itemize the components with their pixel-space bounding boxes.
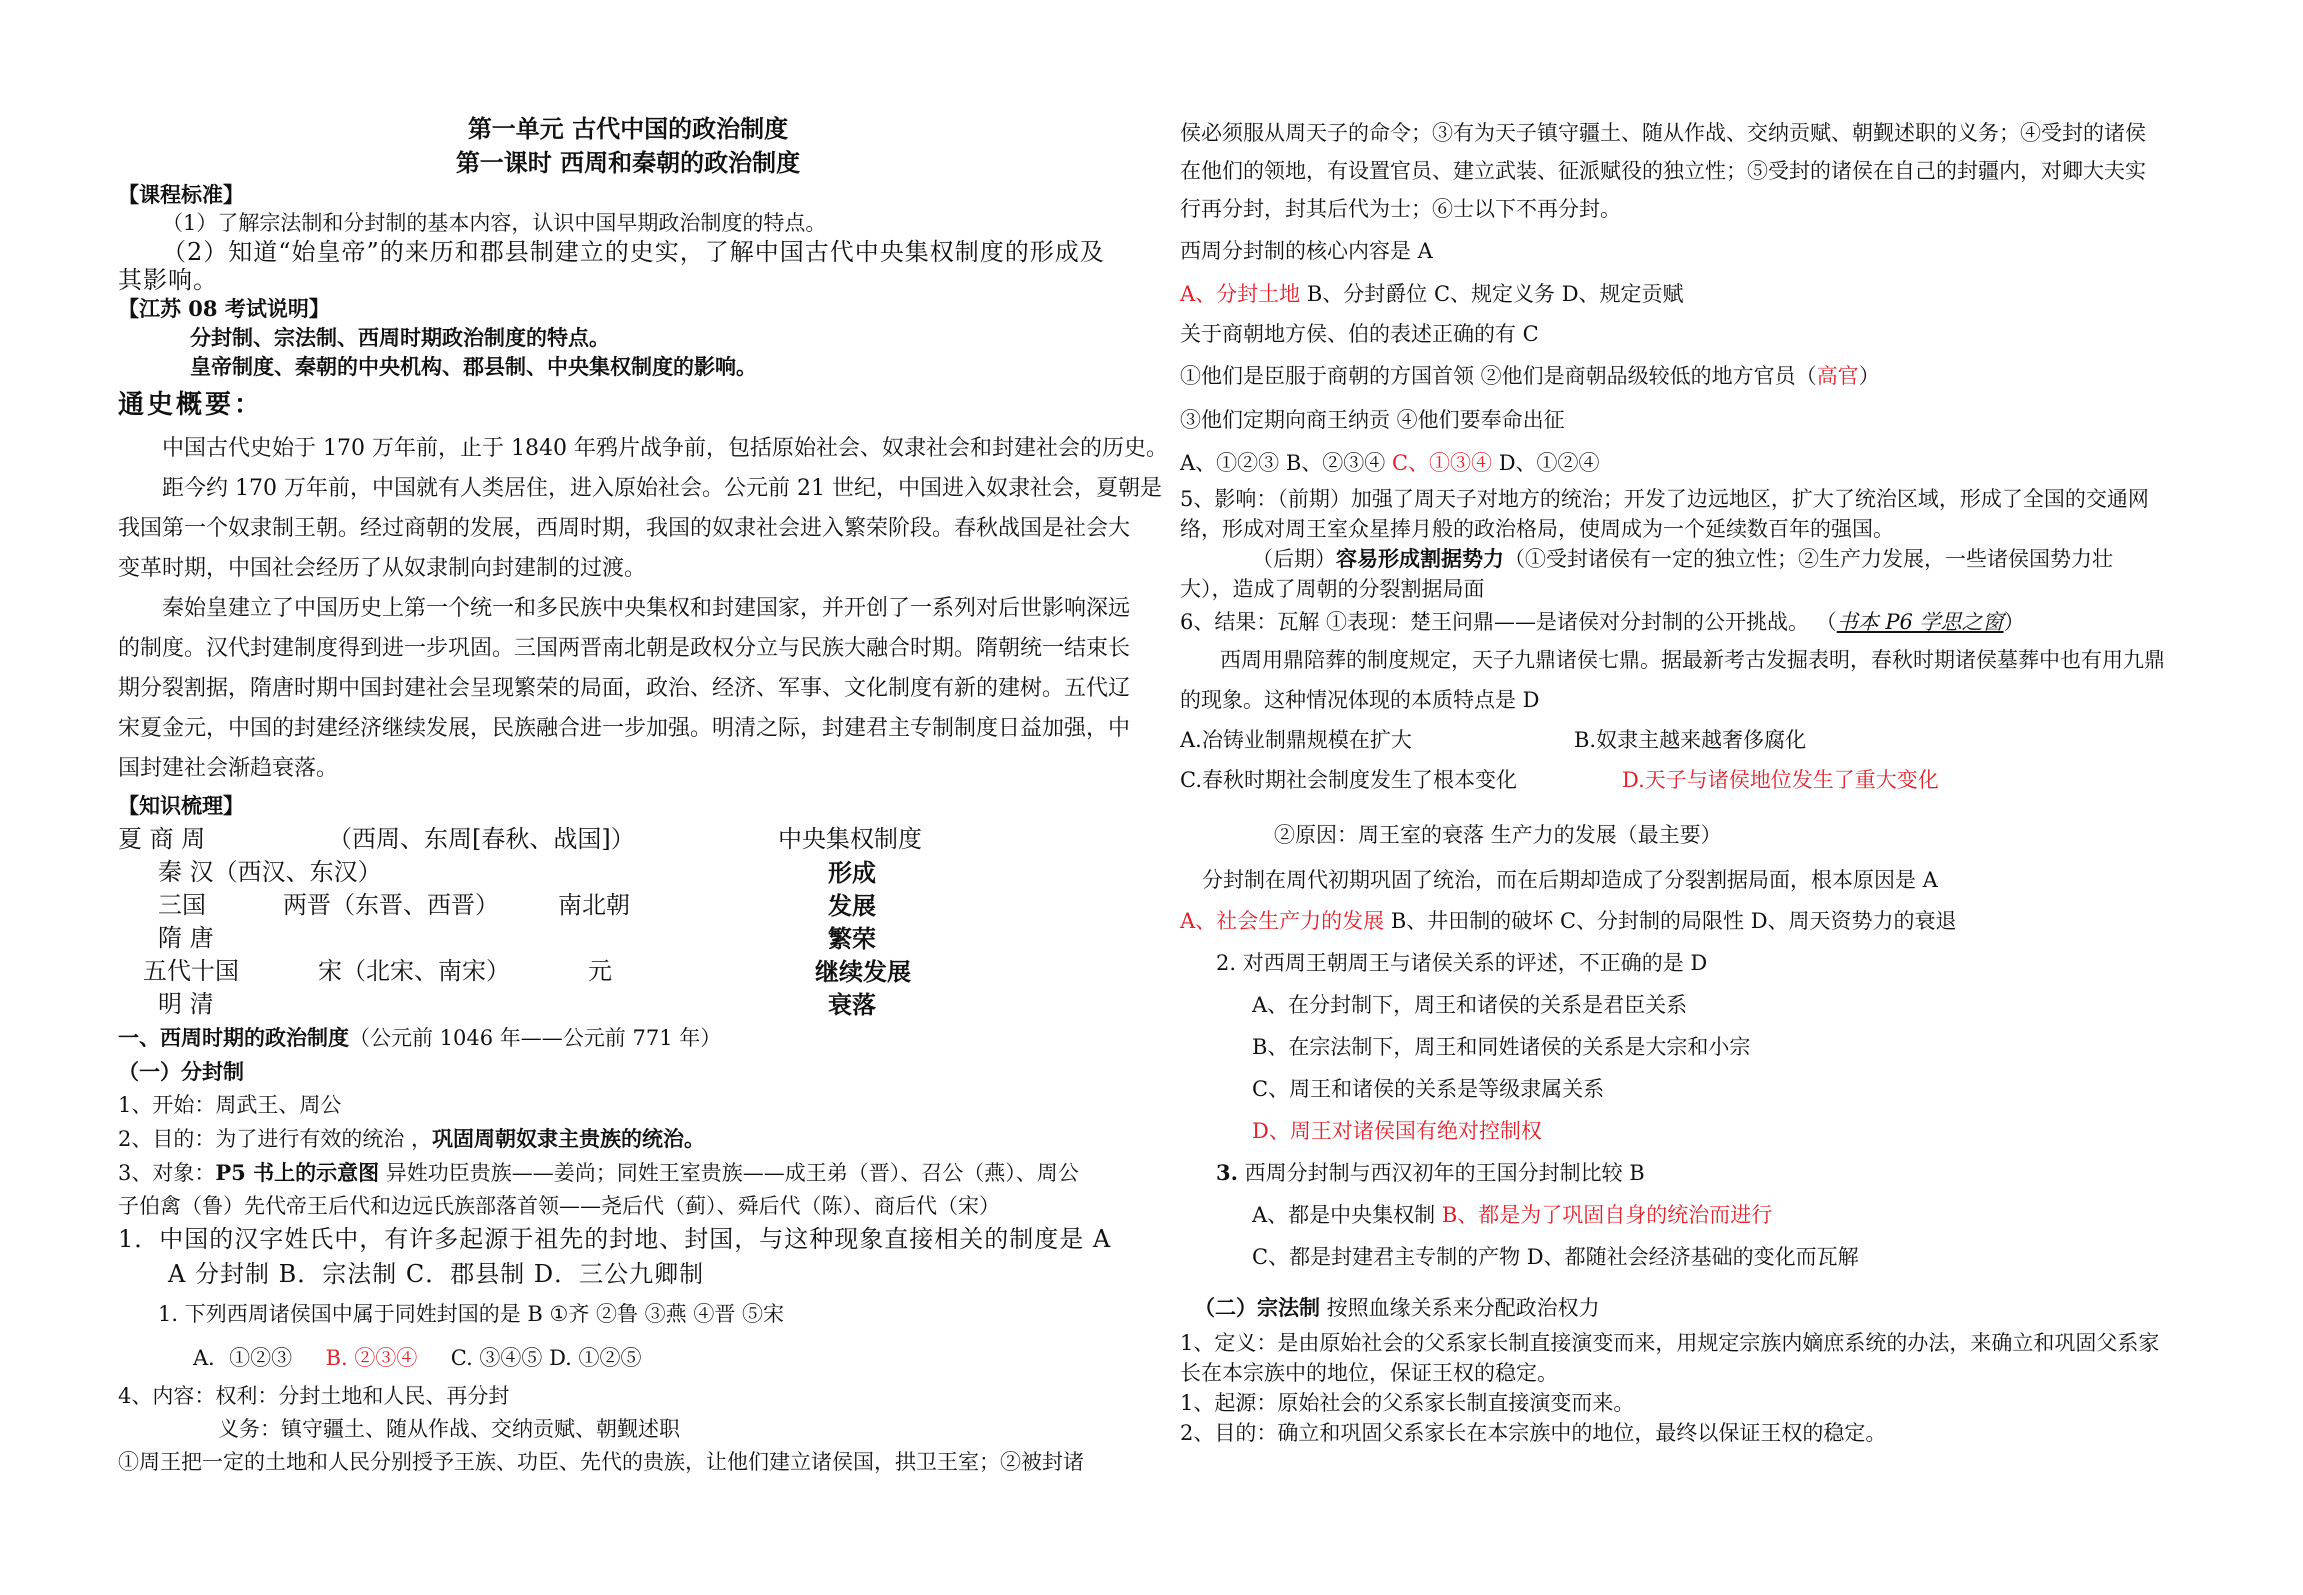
- timeline-dynasty: 秦 汉（西汉、东汉）: [158, 858, 382, 886]
- text-line: 义务：镇守疆土、随从作战、交纳贡赋、朝觐述职: [218, 1417, 680, 1441]
- option-row: [1180, 720, 2200, 760]
- text-line: 的制度。汉代封建制度得到进一步巩固。三国两晋南北朝是政权分立与民族大融合时期。隋朝统一结束长: [118, 636, 1131, 661]
- unit-title: 第一单元 古代中国的政治制度: [467, 114, 789, 143]
- text-line: （2）知道“始皇帝”的来历和郡县制建立的史实，了解中国古代中央集权制度的形成及: [162, 238, 1105, 266]
- text-line: 宋夏金元，中国的封建经济继续发展，民族融合进一步加强。明清之际，封建君主专制制度日益加强，中: [118, 716, 1131, 741]
- text-line: 距今约 170 万年前，中国就有人类居住，进入原始社会。公元前 21 世纪，中国进入奴隶社会，夏朝是: [162, 476, 1162, 501]
- text-line: 侯必须服从周天子的命令；③有为天子镇守疆土、随从作战、交纳贡赋、朝觐述职的义务；④受封的诸侯: [1180, 121, 2146, 145]
- text-line: [1180, 1152, 2200, 1194]
- option-answer: B. ②③④: [325, 1346, 418, 1370]
- question-1-options: A 分封制 B．宗法制 C．郡县制 D．三公九卿制: [168, 1260, 705, 1288]
- text-span: A、①②③ B、②③④: [1180, 451, 1392, 475]
- text-span: 2、目的：为了进行有效的统治 ，: [118, 1127, 433, 1151]
- timeline-dynasty: 隋 唐: [158, 924, 214, 952]
- timeline-row: [118, 856, 1138, 889]
- option-text: A、在分封制下，周王和诸侯的关系是君臣关系: [1252, 993, 1688, 1017]
- section-heading-exam-notes: 【江苏 08 考试说明】: [118, 296, 330, 321]
- text-line: 5、影响：（前期）加强了周天子对地方的统治；开发了边远地区，扩大了统治区域，形成了全国的交通网: [1180, 487, 2149, 511]
- text-line: 西周用鼎陪葬的制度规定，天子九鼎诸侯七鼎。据最新考古发掘表明，春秋时期诸侯墓葬中也有用九鼎: [1220, 648, 2165, 672]
- text-line: 分封制、宗法制、西周时期政治制度的特点。: [190, 325, 610, 350]
- timeline-stage: 发展: [828, 891, 876, 920]
- text-line: 我国第一个奴隶制王朝。经过商朝的发展，西周时期，我国的奴隶社会进入繁荣阶段。春秋战国是社会大: [118, 516, 1131, 541]
- timeline-row: [118, 922, 1138, 955]
- timeline-row: [118, 988, 1138, 1021]
- text-line: 的现象。这种情况体现的本质特点是 D: [1180, 688, 1540, 712]
- answer-text: 高官: [1816, 364, 1859, 388]
- timeline-stage: 形成: [828, 858, 876, 887]
- text-line: 4、内容：权利：分封土地和人民、再分封: [118, 1384, 510, 1408]
- text-span: （后期）: [1252, 547, 1336, 571]
- question-2-options: [118, 1336, 1138, 1380]
- timeline-row: [118, 823, 1138, 856]
- timeline-stage: 继续发展: [815, 957, 911, 986]
- timeline-dynasty: 宋（北宋、南宋）: [318, 957, 510, 985]
- text-line: [118, 1156, 1138, 1190]
- option-answer: B、都是为了巩固自身的统治而进行: [1441, 1203, 1773, 1227]
- option-answer: D.天子与诸侯地位发生了重大变化: [1622, 768, 1939, 792]
- textbook-reference: 书本 P6 学思之窗: [1836, 610, 2004, 634]
- subsection-heading-zongfa: [1180, 1288, 2200, 1328]
- heading-text: 一、西周时期的政治制度: [118, 1025, 349, 1050]
- option-text: C.春秋时期社会制度发生了根本变化: [1180, 768, 1517, 792]
- text-line: 中国古代史始于 170 万年前，止于 1840 年鸦片战争前，包括原始社会、奴隶社会和封建社会的历史。: [162, 436, 1168, 461]
- text-line: 秦始皇建立了中国历史上第一个统一和多民族中央集权和封建国家，并开创了一系列对后世影响深远: [162, 596, 1131, 621]
- text-line: [1180, 274, 2200, 314]
- text-span: B、分封爵位 C、规定义务 D、规定贡赋: [1300, 282, 1684, 306]
- text-line: 长在本宗族中的地位，保证王权的稳定。: [1180, 1361, 1558, 1385]
- section-heading-western-zhou: [118, 1021, 1138, 1055]
- text-span: ）: [1858, 364, 1880, 388]
- timeline-dynasty: 五代十国: [143, 957, 239, 985]
- text-span: D、①②④: [1492, 451, 1600, 475]
- text-span-bold: 巩固周朝奴隶主贵族的统治。: [432, 1126, 706, 1151]
- right-column: [1180, 114, 2200, 1448]
- text-line: ①周王把一定的土地和人民分别授予王族、功臣、先代的贵族，让他们建立诸侯国，拱卫王室；②被封诸: [118, 1450, 1084, 1474]
- text-span: 6、结果：瓦解 ①表现：楚王问鼎——是诸侯对分封制的公开挑战。 （: [1180, 610, 1837, 634]
- question-number: 3.: [1216, 1160, 1238, 1185]
- text-line: 1、定义：是由原始社会的父系家长制直接演变而来，用规定宗族内嫡庶系统的办法，来确立和巩固父系家: [1180, 1331, 2160, 1355]
- text-span: （①受封诸侯有一定的独立性；②生产力发展，一些诸侯国势力壮: [1504, 547, 2113, 571]
- timeline-dynasty: 三国: [158, 891, 206, 919]
- timeline-dynasty: （西周、东周[春秋、战国]）: [328, 825, 635, 853]
- answer-text: C、①③④: [1391, 451, 1493, 475]
- text-line: 其影响。: [118, 266, 218, 294]
- text-line: 期分裂割据，隋唐时期中国封建社会呈现繁荣的局面，政治、经济、军事、文化制度有新的建树。五代辽: [118, 676, 1131, 701]
- option-text: A.冶铸业制鼎规模在扩大: [1180, 728, 1412, 752]
- timeline-dynasty: 夏 商 周: [118, 825, 206, 853]
- option-answer: D、周王对诸侯国有绝对控制权: [1252, 1119, 1542, 1143]
- text-line: 络，形成对周王室众星捧月般的政治格局，使周成为一个延续数百年的强国。: [1180, 517, 1894, 541]
- text-line: 分封制在周代初期巩固了统治，而在后期却造成了分裂割据局面，根本原因是 A: [1202, 868, 1938, 892]
- timeline-row: [118, 889, 1138, 922]
- timeline-row: [118, 955, 1138, 988]
- option-row: C、都是封建君主专制的产物 D、都随社会经济基础的变化而瓦解: [1252, 1245, 1859, 1269]
- text-line: （1）了解宗法制和分封制的基本内容，认识中国早期政治制度的特点。: [162, 211, 827, 235]
- text-line: 1、开始：周武王、周公: [118, 1093, 342, 1117]
- text-line: [1180, 544, 2200, 574]
- text-line: 2、目的：确立和巩固父系家长在本宗族中的地位，最终以保证王权的稳定。: [1180, 1421, 1887, 1445]
- text-line: ②原因：周王室的衰落 生产力的发展（最主要）: [1274, 823, 1722, 847]
- option-text: B、在宗法制下，周王和同姓诸侯的关系是大宗和小宗: [1252, 1035, 1751, 1059]
- option-text: A．①②③: [193, 1346, 293, 1370]
- section-heading-course-standard: 【课程标准】: [118, 182, 244, 207]
- question-1: 1．中国的汉字姓氏中，有许多起源于祖先的封地、封国，与这种现象直接相关的制度是 A: [118, 1225, 1112, 1253]
- text-line: 在他们的领地，有设置官员、建立武装、征派赋役的独立性；⑤受封的诸侯在自己的封疆内，对卿大夫实: [1180, 159, 2146, 183]
- text-line: [1180, 354, 2200, 398]
- text-line: ③他们定期向商王纳贡 ④他们要奉命出征: [1180, 408, 1565, 432]
- option-row: [1180, 760, 2200, 800]
- text-line: [1180, 604, 2200, 640]
- text-span: 3、对象：: [118, 1161, 216, 1185]
- option-text: C. ③④⑤ D. ①②⑤: [450, 1346, 642, 1370]
- text-line: 国封建社会渐趋衰落。: [118, 756, 339, 781]
- left-column: [118, 112, 1168, 1479]
- text-line: 1、起源：原始社会的父系家长制直接演变而来。: [1180, 1391, 1635, 1415]
- text-line: 子伯禽（鲁）先代帝王后代和边远氏族部落首领——尧后代（蓟）、舜后代（陈）、商后代（宋）: [118, 1194, 1000, 1218]
- text-line: 关于商朝地方侯、伯的表述正确的有 C: [1180, 322, 1539, 346]
- option-text: A、都是中央集权制: [1252, 1203, 1442, 1227]
- text-span-bold: P5 书上的示意图: [215, 1160, 380, 1185]
- option-text: C、周王和诸侯的关系是等级隶属关系: [1252, 1077, 1605, 1101]
- answer-text: A、分封土地: [1180, 282, 1301, 306]
- text-span: ①他们是臣服于商朝的方国首领 ②他们是商朝品级较低的地方官员（: [1180, 364, 1817, 388]
- text-span-bold: 容易形成割据势力: [1336, 546, 1504, 571]
- timeline-dynasty: 元: [588, 957, 612, 985]
- text-line: 行再分封，封其后代为士；⑥士以下不再分封。: [1180, 197, 1621, 221]
- lesson-title: 第一课时 西周和秦朝的政治制度: [455, 148, 801, 177]
- answer-text: A、社会生产力的发展: [1180, 909, 1385, 933]
- option-text: B.奴隶主越来越奢侈腐化: [1574, 728, 1807, 752]
- timeline-stage: 繁荣: [828, 924, 876, 953]
- text-line: [1180, 442, 2200, 484]
- text-line: 西周分封制的核心内容是 A: [1180, 239, 1433, 263]
- timeline-dynasty: 两晋（东晋、西晋）: [283, 891, 499, 919]
- timeline-dynasty: 南北朝: [558, 891, 630, 919]
- text-span: 异姓功臣贵族——姜尚；同姓王室贵族——成王弟（晋）、召公（燕）、周公: [379, 1161, 1079, 1185]
- question-2: 1. 下列西周诸侯国中属于同姓封国的是 B ①齐 ②鲁 ③燕 ④晋 ⑤宋: [158, 1302, 785, 1326]
- dynasty-timeline: [118, 823, 1138, 1021]
- text-line: 变革时期，中国社会经历了从奴隶制向封建制的过渡。: [118, 556, 647, 581]
- section-heading-overview: 通史概要：: [118, 390, 264, 420]
- section-heading-knowledge: 【知识梳理】: [118, 793, 244, 818]
- heading-subtext: 按照血缘关系来分配政治权力: [1320, 1296, 1600, 1320]
- text-span: ）: [2003, 610, 2025, 634]
- text-span: 西周分封制与西汉初年的王国分封制比较 B: [1237, 1161, 1645, 1185]
- timeline-stage: 衰落: [828, 990, 876, 1019]
- text-line: 2. 对西周王朝周王与诸侯关系的评述，不正确的是 D: [1216, 951, 1708, 975]
- heading-subtext: （公元前 1046 年——公元前 771 年）: [349, 1026, 722, 1050]
- text-line: [118, 1122, 1138, 1156]
- text-line: [1180, 900, 2200, 942]
- subsection-heading-fenfeng: （一）分封制: [118, 1059, 244, 1084]
- heading-text: （二）宗法制: [1194, 1295, 1320, 1320]
- text-line: 皇帝制度、秦朝的中央机构、郡县制、中央集权制度的影响。: [190, 354, 757, 379]
- option-row: [1180, 1194, 2200, 1236]
- timeline-stage: 中央集权制度: [778, 825, 922, 853]
- text-line: 大），造成了周朝的分裂割据局面: [1180, 577, 1485, 601]
- timeline-dynasty: 明 清: [158, 990, 214, 1018]
- text-span: B、井田制的破坏 C、分封制的局限性 D、周天资势力的衰退: [1384, 909, 1957, 933]
